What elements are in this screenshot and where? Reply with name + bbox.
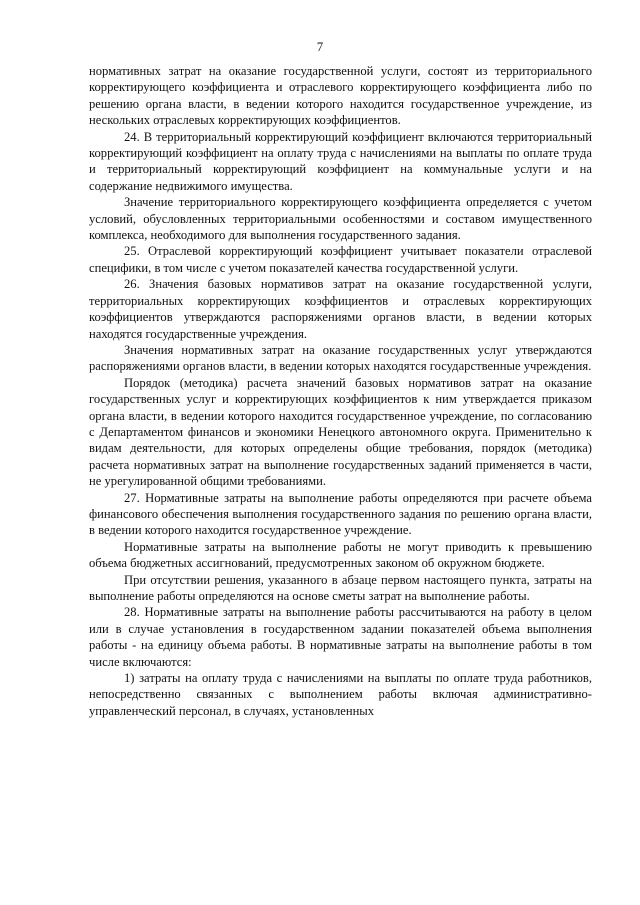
paragraph-26-values: Значения нормативных затрат на оказание государственных услуг утверждаются распоряжениями органов власти, в ведении которых находятся государственные учреждения.	[89, 342, 592, 374]
paragraph-26-methodology: Порядок (методика) расчета значений базовых нормативов затрат на оказание государственных услуг и корректирующих коэффициентов к ним утверждается приказом органа власти, в ведении которого находится государственное учреждение, по согласованию с Департаментом финансов и экономики Ненецкого автономного округа. Применительно к видам деятельности, для которых определены общие требования, порядок (методика) расчета нормативных затрат на выполнение государственных заданий применяется в части, не урегулированной общими требованиями.	[89, 375, 592, 489]
paragraph-27-absence: При отсутствии решения, указанного в абзаце первом настоящего пункта, затраты на выполнение работы определяются на основе сметы затрат на выполнение работы.	[89, 572, 592, 603]
document-body	[89, 63, 592, 719]
paragraph-25: 25. Отраслевой корректирующий коэффициент учитывает показатели отраслевой специфики, в том числе с учетом показателей качества государственной услуги.	[89, 244, 592, 275]
paragraph-26: 26. Значения базовых нормативов затрат на оказание государственной услуги, территориальных корректирующих коэффициентов и отраслевых корректирующих коэффициентов утверждаются распоряжениями органов власти, в ведении которых находятся государственные учреждения.	[89, 277, 592, 341]
paragraph-24-value: Значение территориального корректирующего коэффициента определяется с учетом условий, обусловленных территориальными особенностями и составом имущественного комплекса, необходимого для выполнения государственного задания.	[89, 195, 592, 243]
paragraph-28-item-1: 1) затраты на оплату труда с начислениями на выплаты по оплате труда работников, непосредственно связанных с выполнением работы включая административно-управленческий персонал, в случаях, установленных	[89, 671, 592, 718]
paragraph-28: 28. Нормативные затраты на выполнение работы рассчитываются на работу в целом или в случае установления в государственном задании показателей объема выполнения работы - на единицу объема работы. В нормативные затраты на выполнение работы в том числе включаются:	[89, 605, 592, 669]
paragraph-continuation: нормативных затрат на оказание государственной услуги, состоят из территориального корректирующего коэффициента и отраслевого корректирующего коэффициента либо по решению органа власти, в ведении которого находится государственное учреждение, из нескольких отраслевых корректирующих коэффициентов.	[89, 64, 592, 128]
paragraph-27: 27. Нормативные затраты на выполнение работы определяются при расчете объема финансового обеспечения выполнения государственного задания по решению органа власти, в ведении которого находится государственное учреждение.	[89, 490, 592, 538]
paragraph-27-limit: Нормативные затраты на выполнение работы не могут приводить к превышению объема бюджетных ассигнований, предусмотренных законом об окружном бюджете.	[89, 539, 592, 571]
paragraph-24: 24. В территориальный корректирующий коэффициент включаются территориальный корректирующий коэффициент на оплату труда с начислениями на выплаты по оплате труда и территориальный корректирующий коэффициент на коммунальные услуги и на содержание недвижимого имущества.	[89, 129, 592, 193]
page-number: 7	[316, 40, 324, 54]
